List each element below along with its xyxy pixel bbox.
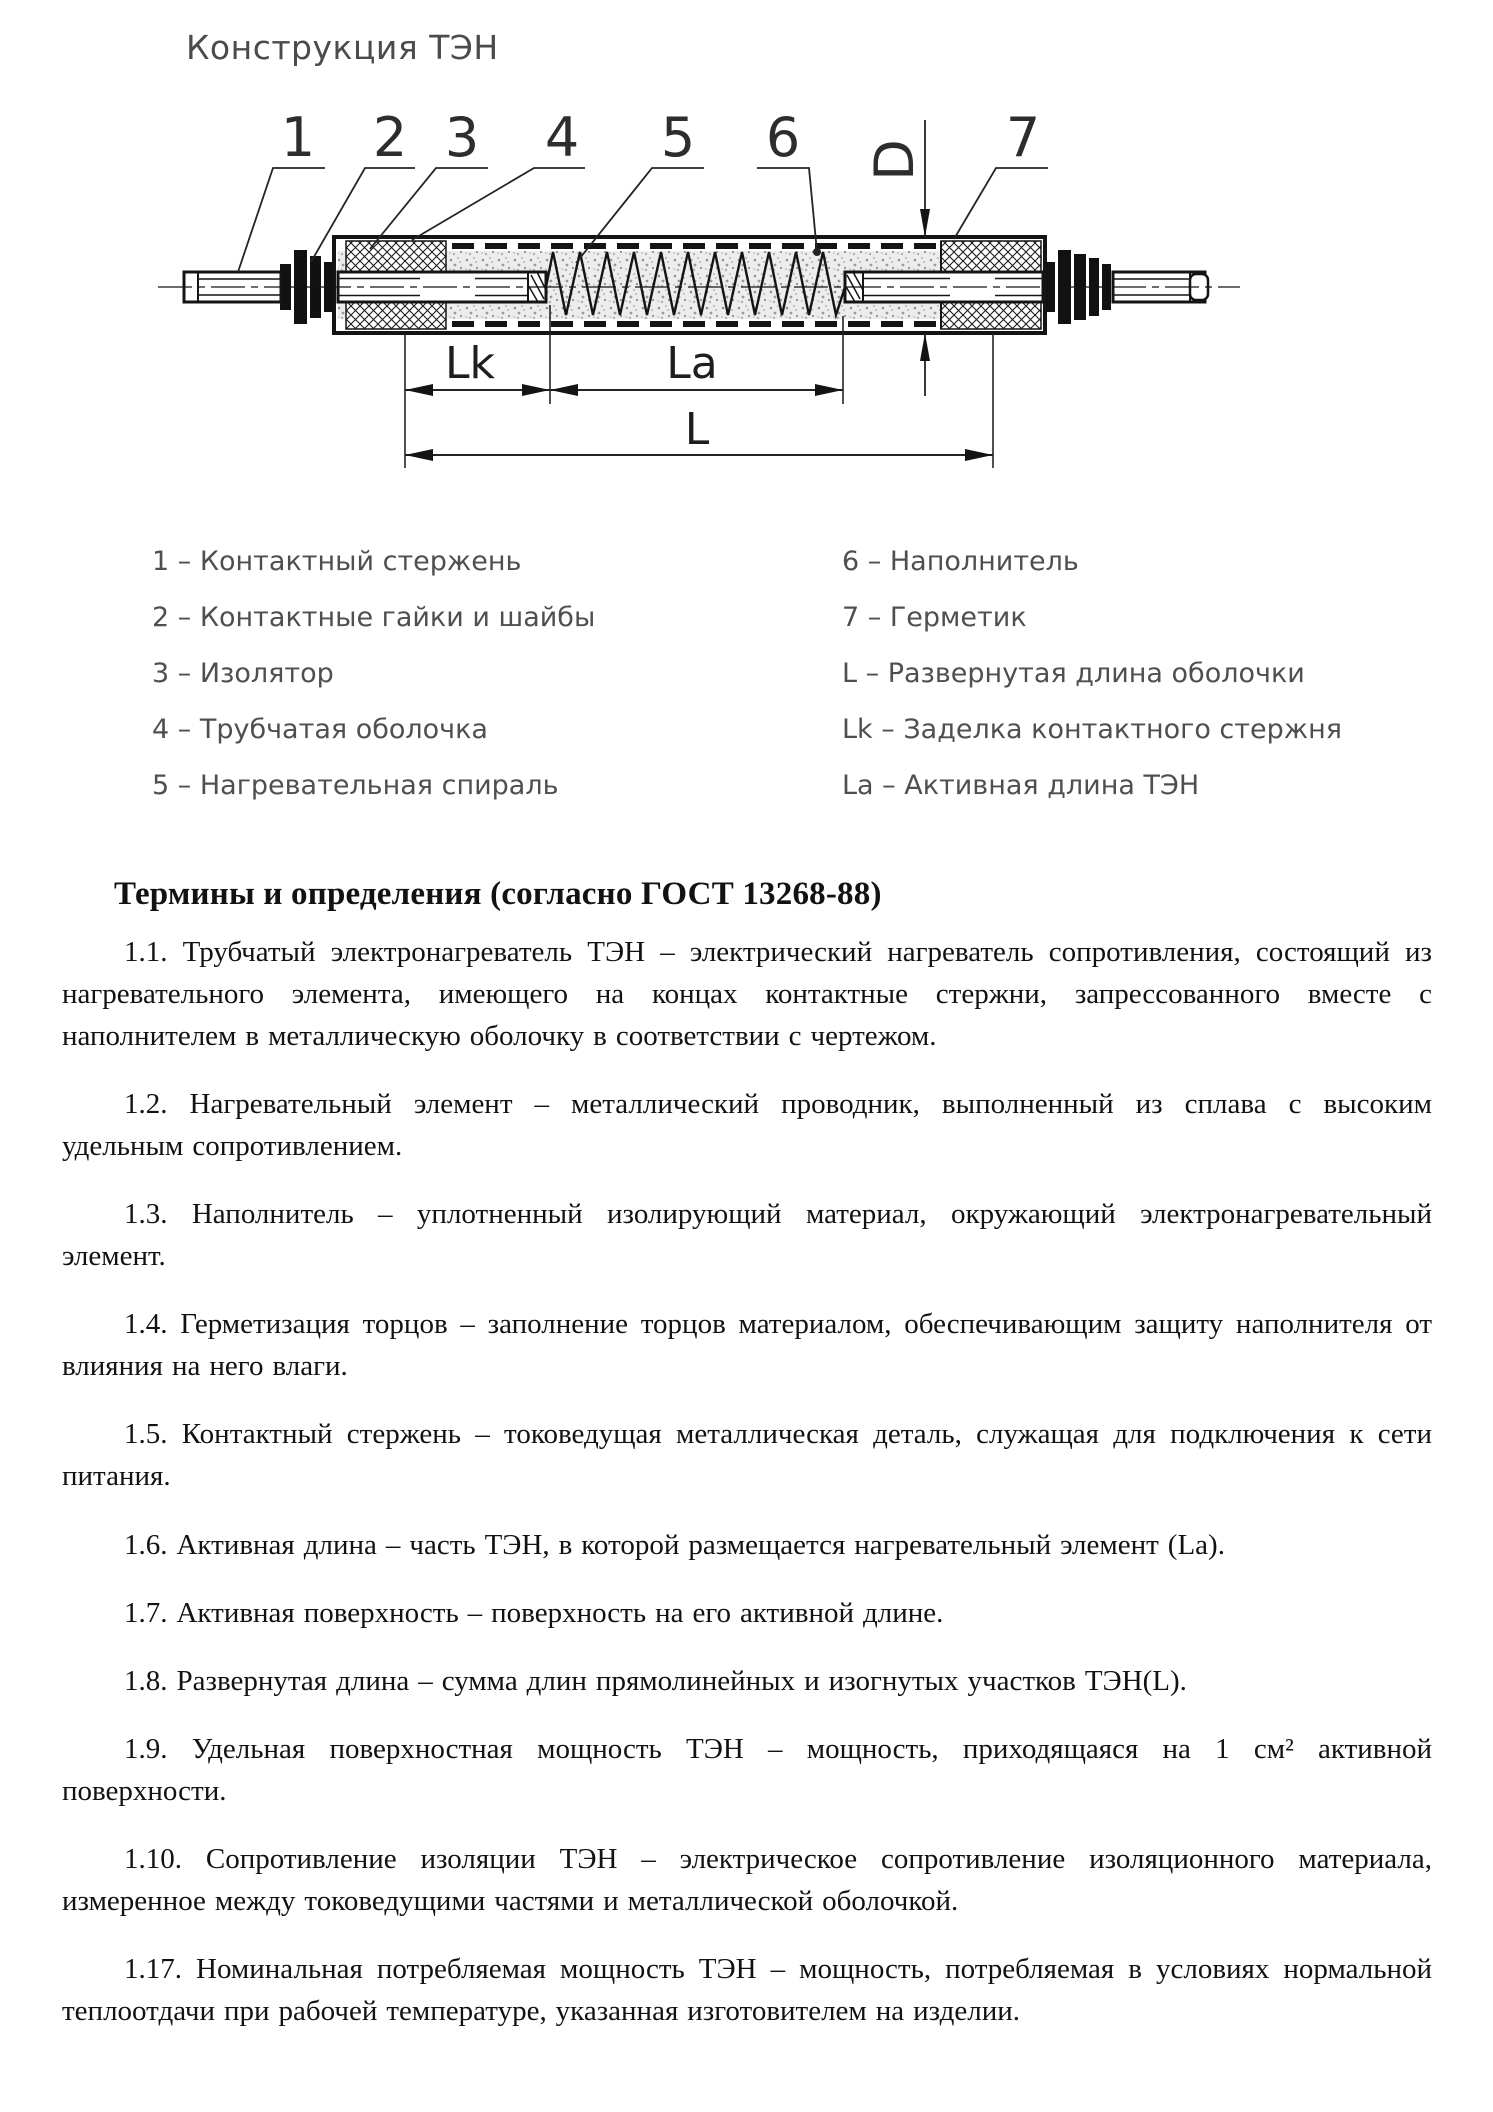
page-title: Конструкция ТЭН bbox=[186, 28, 499, 67]
term-paragraph-1-1: 1.1. Трубчатый электронагреватель ТЭН – электрический нагреватель сопротивления, состоящий из нагревательного элемента, имеющего на концах контактные стержни, запрессованного вместе с наполнителем в металлическую оболочку в соответствии с чертежом. bbox=[62, 936, 1432, 1053]
legend-item-4: 4 – Трубчатая оболочка bbox=[152, 714, 488, 745]
legend-item-3: 3 – Изолятор bbox=[152, 658, 334, 689]
legend-item-la: La – Активная длина ТЭН bbox=[842, 770, 1200, 801]
legend-item-5: 5 – Нагревательная спираль bbox=[152, 770, 559, 801]
legend-item-7: 7 – Герметик bbox=[842, 602, 1027, 633]
la-label: La bbox=[666, 338, 718, 389]
term-paragraph-1-8: 1.8. Развернутая длина – сумма длин прямолинейных и изогнутых участков ТЭН(L). bbox=[124, 1664, 1187, 1697]
legend-item-l: L – Развернутая длина оболочки bbox=[842, 658, 1305, 689]
callout-1: 1 bbox=[280, 106, 316, 169]
lk-label: Lk bbox=[445, 338, 495, 389]
term-paragraph-1-7: 1.7. Активная поверхность – поверхность на его активной длине. bbox=[124, 1596, 944, 1629]
l-label: L bbox=[684, 404, 710, 455]
term-paragraph-1-17: 1.17. Номинальная потребляемая мощность ТЭН – мощность, потребляемая в условиях нормальной теплоотдачи при рабочей температуре, указанная изготовителем на изделии. bbox=[62, 1952, 1432, 2027]
legend-right-column bbox=[842, 534, 1342, 814]
legend-item-6: 6 – Наполнитель bbox=[842, 546, 1079, 577]
term-paragraph-1-9: 1.9. Удельная поверхностная мощность ТЭН – мощность, приходящаяся на 1 см² активной поверхности. bbox=[62, 1732, 1432, 1807]
term-paragraph-1-10: 1.10. Сопротивление изоляции ТЭН – электрическое сопротивление изоляционного материала, измеренное между токоведущими частями и металлической оболочкой. bbox=[62, 1842, 1432, 1917]
legend-item-lk: Lk – Заделка контактного стержня bbox=[842, 714, 1342, 745]
dimension-l bbox=[405, 404, 993, 461]
legend-item-1: 1 – Контактный стержень bbox=[152, 546, 522, 577]
callout-6: 6 bbox=[765, 106, 801, 169]
term-paragraph-1-4: 1.4. Герметизация торцов – заполнение торцов материалом, обеспечивающим защиту наполнителя от влияния на него влаги. bbox=[62, 1308, 1432, 1383]
diameter-label: D bbox=[863, 139, 926, 181]
ten-construction-drawing bbox=[0, 80, 1493, 500]
callout-3: 3 bbox=[444, 106, 480, 169]
term-paragraph-1-3: 1.3. Наполнитель – уплотненный изолирующий материал, окружающий электронагревательный элемент. bbox=[62, 1198, 1432, 1273]
term-paragraph-1-5: 1.5. Контактный стержень – токоведущая металлическая деталь, служащая для подключения к сети питания. bbox=[62, 1418, 1432, 1493]
terms-heading: Термины и определения (согласно ГОСТ 13268-88) bbox=[114, 876, 882, 912]
term-paragraph-1-2: 1.2. Нагревательный элемент – металлический проводник, выполненный из сплава с высоким удельным сопротивлением. bbox=[62, 1088, 1432, 1163]
callout-7: 7 bbox=[1005, 106, 1041, 169]
term-paragraph-1-6: 1.6. Активная длина – часть ТЭН, в которой размещается нагревательный элемент (La). bbox=[124, 1528, 1225, 1561]
legend-left-column bbox=[152, 534, 595, 814]
callout-4: 4 bbox=[544, 106, 580, 169]
legend-item-2: 2 – Контактные гайки и шайбы bbox=[152, 602, 596, 633]
callout-2: 2 bbox=[372, 106, 408, 169]
terms-section bbox=[62, 876, 1432, 2058]
dimension-la bbox=[550, 338, 843, 396]
callout-5: 5 bbox=[660, 106, 696, 169]
leader-dot-filler bbox=[813, 248, 821, 256]
dimension-lk bbox=[405, 338, 550, 396]
